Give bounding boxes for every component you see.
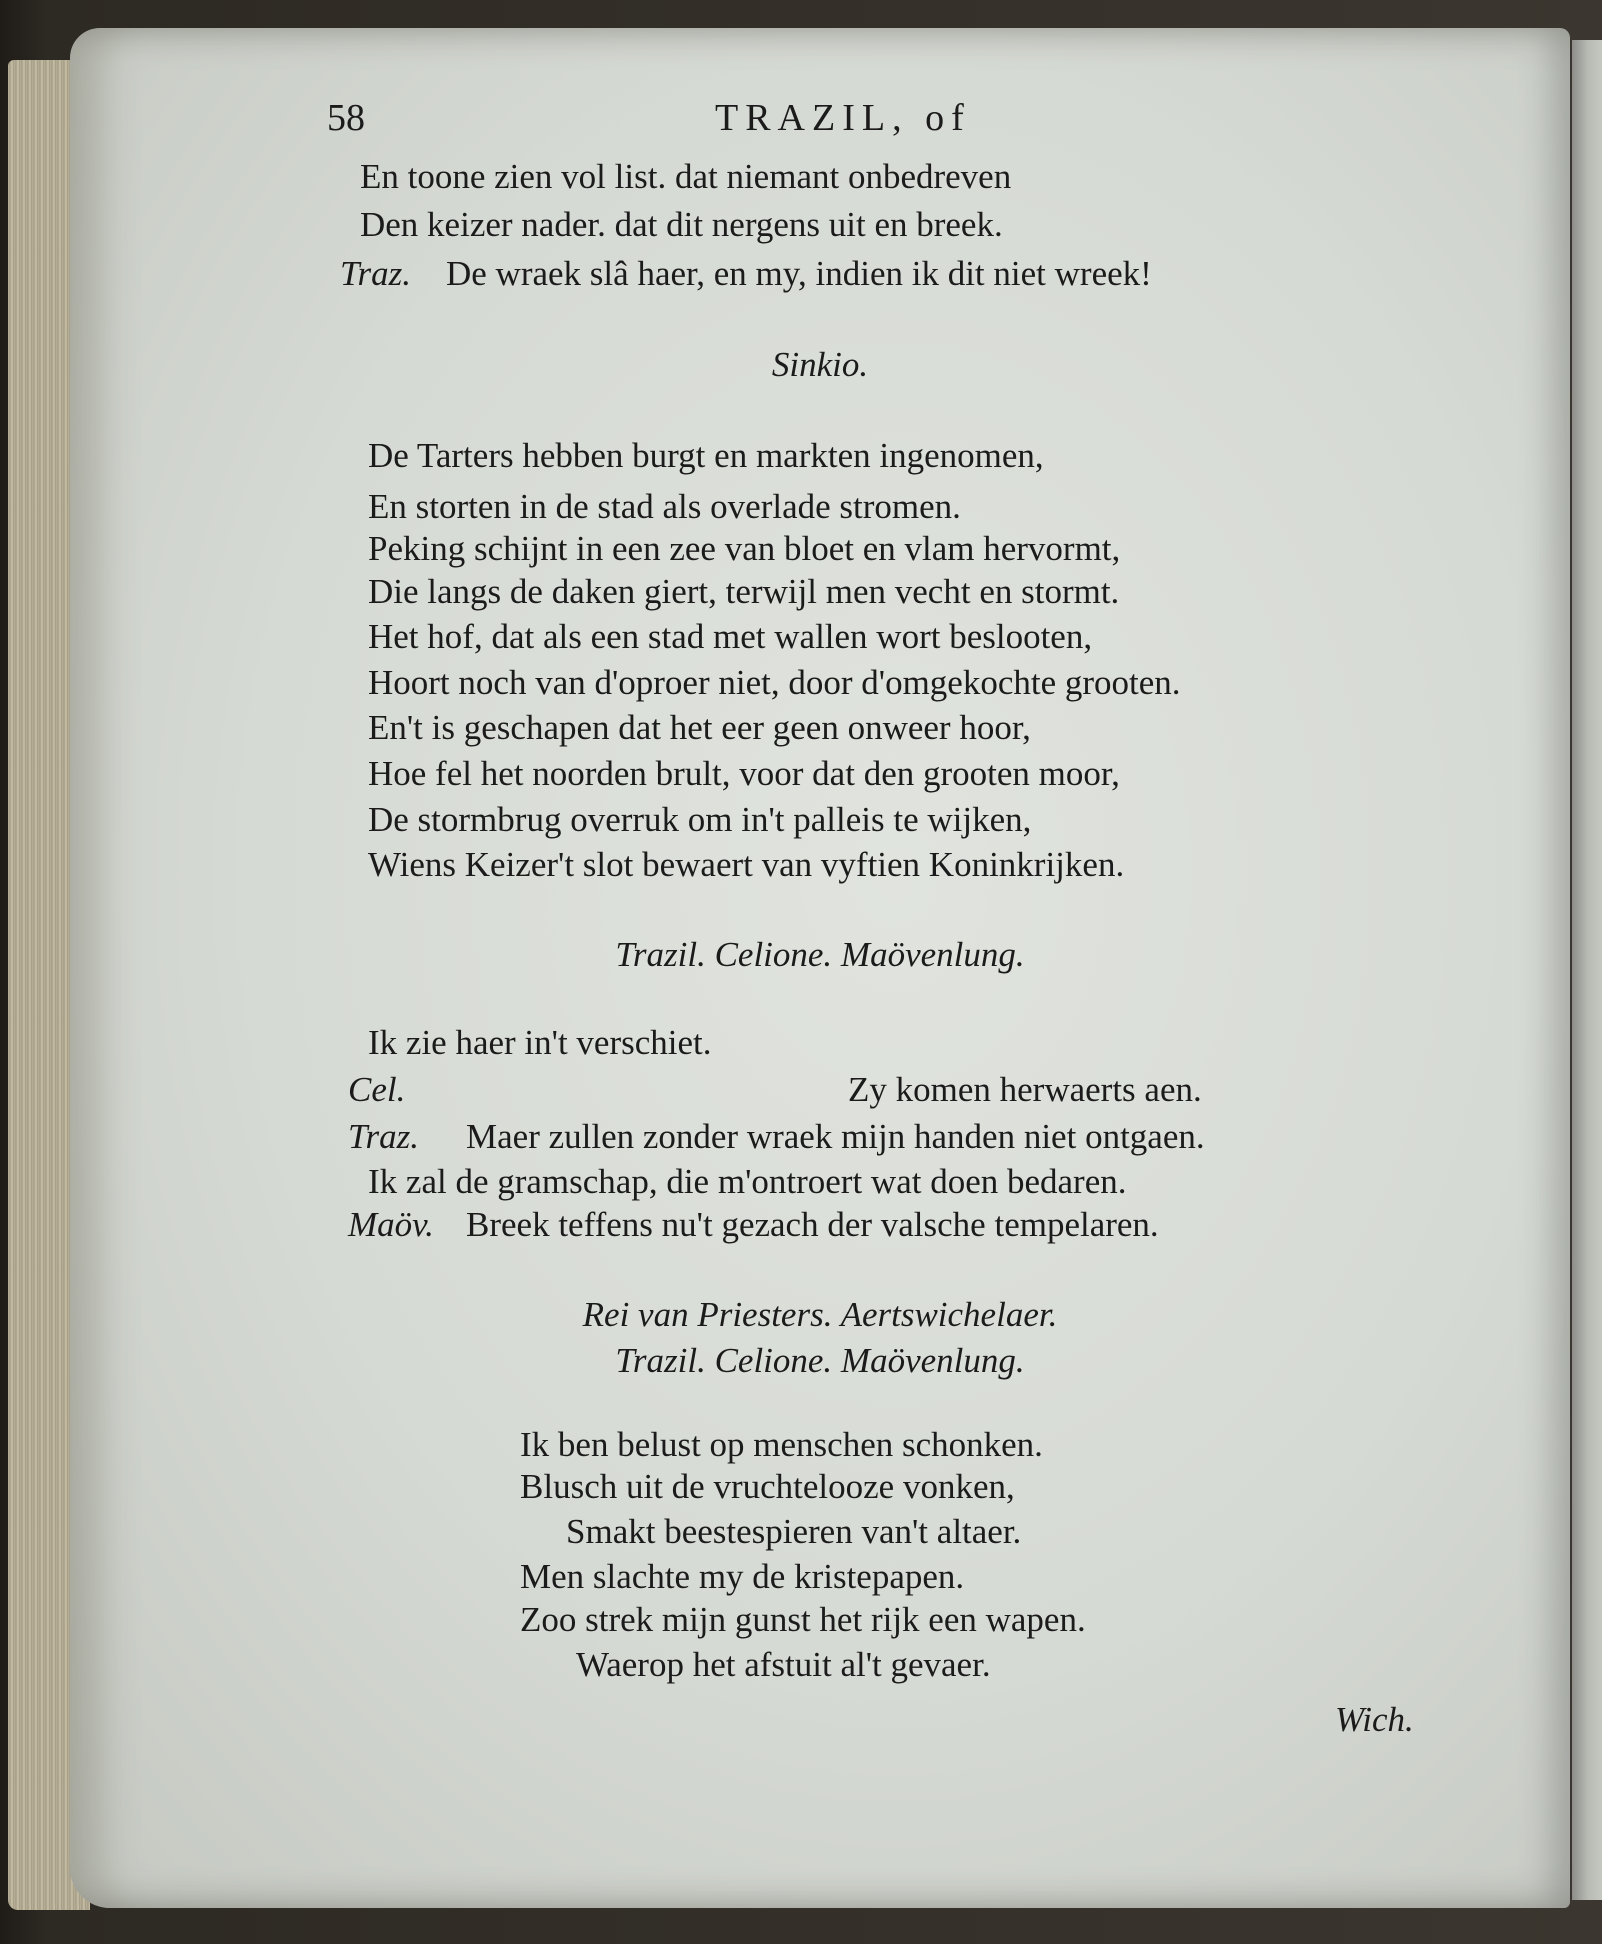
verse-line: Den keizer nader. dat dit nergens uit en breek. [360,205,1003,244]
catchword: Wich. [1335,1700,1414,1739]
running-title: TRAZIL, of [715,97,971,139]
verse-line: En toone zien vol list. dat niemant onbedreven [360,157,1012,196]
speaker-label: Traz. [348,1117,420,1156]
verse-line: Het hof, dat als een stad met wallen wort beslooten, [368,617,1093,656]
verse-line: De Tarters hebben burgt en markten ingenomen, [368,436,1044,475]
speaker-label: Maöv. [348,1205,434,1244]
speaker-label: Cel. [348,1070,406,1109]
verse-line: Wiens Keizer't slot bewaert van vyftien Koninkrijken. [368,845,1125,884]
verse-line: Blusch uit de vruchtelooze vonken, [520,1467,1015,1506]
verse-line: Ik zal de gramschap, die m'ontroert wat doen bedaren. [368,1162,1127,1201]
scene-heading: Sinkio. [771,345,869,384]
verse-line: Waerop het afstuit al't gevaer. [576,1645,991,1684]
verse-line: En storten in de stad als overlade stromen. [368,487,961,526]
verse-line: Zoo strek mijn gunst het rijk een wapen. [520,1600,1086,1639]
facing-page-edge [1572,40,1602,1900]
verse-line: Hoort noch van d'oproer niet, door d'omgekochte grooten. [368,663,1181,702]
verse-line: En't is geschapen dat het eer geen onweer hoor, [368,708,1031,747]
verse-line: Ik zie haer in't verschiet. [368,1023,712,1062]
verse-line: Zy komen herwaerts aen. [848,1070,1202,1109]
scene-heading: Trazil. Celione. Maövenlung. [615,935,1025,974]
verse-line: De wraek slâ haer, en my, indien ik dit niet wreek! [446,254,1152,293]
verse-line: Hoe fel het noorden brult, voor dat den grooten moor, [368,754,1120,793]
speaker-label: Traz. [340,254,412,293]
verse-line: Breek teffens nu't gezach der valsche tempelaren. [466,1205,1159,1244]
scene-heading: Trazil. Celione. Maövenlung. [615,1341,1025,1380]
page-number: 58 [327,97,365,139]
scene-heading: Rei van Priesters. Aertswichelaer. [582,1295,1058,1334]
verse-line: De stormbrug overruk om in't palleis te wijken, [368,800,1032,839]
verse-line: Ik ben belust op menschen schonken. [520,1425,1043,1464]
verse-line: Smakt beestespieren van't altaer. [566,1512,1022,1551]
verse-line: Maer zullen zonder wraek mijn handen niet ontgaen. [466,1117,1205,1156]
verse-line: Peking schijnt in een zee van bloet en vlam hervormt, [368,529,1121,568]
verse-line: Die langs de daken giert, terwijl men vecht en stormt. [368,572,1120,611]
verse-line: Men slachte my de kristepapen. [520,1557,965,1596]
